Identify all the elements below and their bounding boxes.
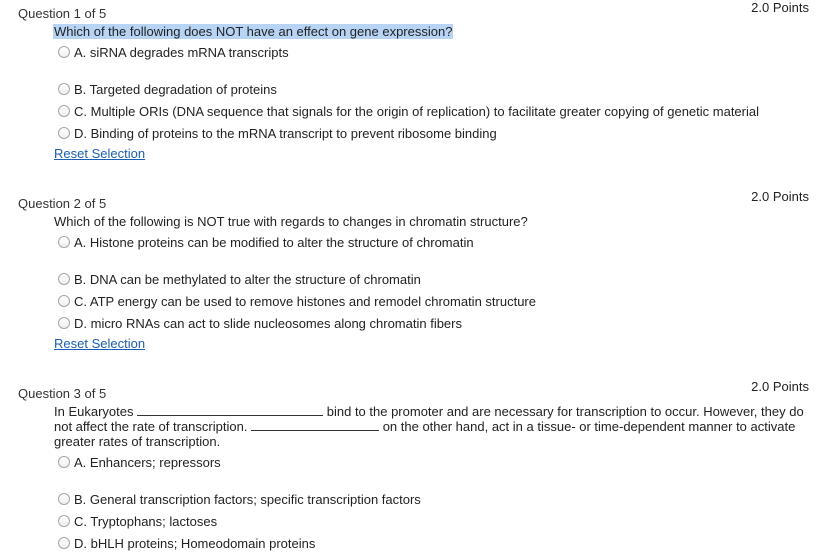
question-2-option-b[interactable] [58,270,421,288]
option-label: D. Binding of proteins to the mRNA transcript to prevent ribosome binding [74,125,497,141]
option-label: A. Histone proteins can be modified to alter the structure of chromatin [74,234,474,250]
question-1-option-a[interactable] [58,43,289,61]
question-2-option-a[interactable] [58,233,474,251]
question-1-option-c[interactable] [58,102,759,120]
fill-in-blank-2 [251,420,379,431]
radio-button[interactable] [58,127,70,139]
radio-button[interactable] [58,456,70,468]
radio-button[interactable] [58,515,70,527]
question-3-option-b[interactable] [58,490,421,508]
radio-button[interactable] [58,105,70,117]
option-label: C. Tryptophans; lactoses [74,513,218,529]
question-3-text-part-3: not affect the rate of transcription. [54,419,248,434]
radio-button[interactable] [58,295,70,307]
question-2-option-d[interactable] [58,314,462,332]
question-1-option-d[interactable] [58,124,497,142]
radio-button[interactable] [58,317,70,329]
option-label: D. bHLH proteins; Homeodomain proteins [74,535,316,551]
question-3-points: 2.0 Points [751,379,809,394]
question-2-text: Which of the following is NOT true with regards to changes in chromatin structure? [54,214,528,229]
question-3-option-a[interactable] [58,453,221,471]
radio-button[interactable] [58,273,70,285]
question-3-option-d[interactable] [58,534,315,552]
question-3-option-c[interactable] [58,512,217,530]
question-3-text-part-2: bind to the promoter and are necessary for transcription to occur. However, they do [326,404,804,419]
radio-button[interactable] [58,493,70,505]
question-1-text-highlight: Which of the following does NOT have an effect on gene expression? [54,24,453,39]
question-1-reset-selection-link[interactable]: Reset Selection [54,146,146,161]
radio-button[interactable] [58,236,70,248]
question-3-text-line-2 [54,419,795,434]
question-3-text-part-4: on the other hand, act in a tissue- or time-dependent manner to activate [382,419,796,434]
question-1-option-b[interactable] [58,80,277,98]
radio-button[interactable] [58,83,70,95]
option-label: B. General transcription factors; specific transcription factors [74,491,421,507]
question-2-points: 2.0 Points [751,189,809,204]
radio-button[interactable] [58,46,70,58]
question-2-number: Question 2 of 5 [18,196,107,211]
option-label: C. Multiple ORIs (DNA sequence that signals for the origin of replication) to facilitate greater copying of genetic material [74,103,760,119]
question-1-text [53,24,453,39]
option-label: C. ATP energy can be used to remove histones and remodel chromatin structure [74,293,536,309]
option-label: B. DNA can be methylated to alter the structure of chromatin [74,271,421,287]
question-2-reset-selection-link[interactable]: Reset Selection [54,336,146,351]
option-label: A. siRNA degrades mRNA transcripts [74,44,289,60]
option-label: A. Enhancers; repressors [74,454,221,470]
option-label: D. micro RNAs can act to slide nucleosomes along chromatin fibers [74,315,462,331]
fill-in-blank-1 [137,405,323,416]
question-3-number: Question 3 of 5 [18,386,107,401]
question-2-option-c[interactable] [58,292,536,310]
radio-button[interactable] [58,537,70,549]
question-3-text-part-1: In Eukaryotes [54,404,134,419]
question-1-points: 2.0 Points [751,0,809,15]
question-1-number: Question 1 of 5 [18,6,107,21]
option-label: B. Targeted degradation of proteins [74,81,277,97]
question-3-text-line-3: greater rates of transcription. [54,434,221,449]
question-3-text-line-1 [54,404,804,419]
